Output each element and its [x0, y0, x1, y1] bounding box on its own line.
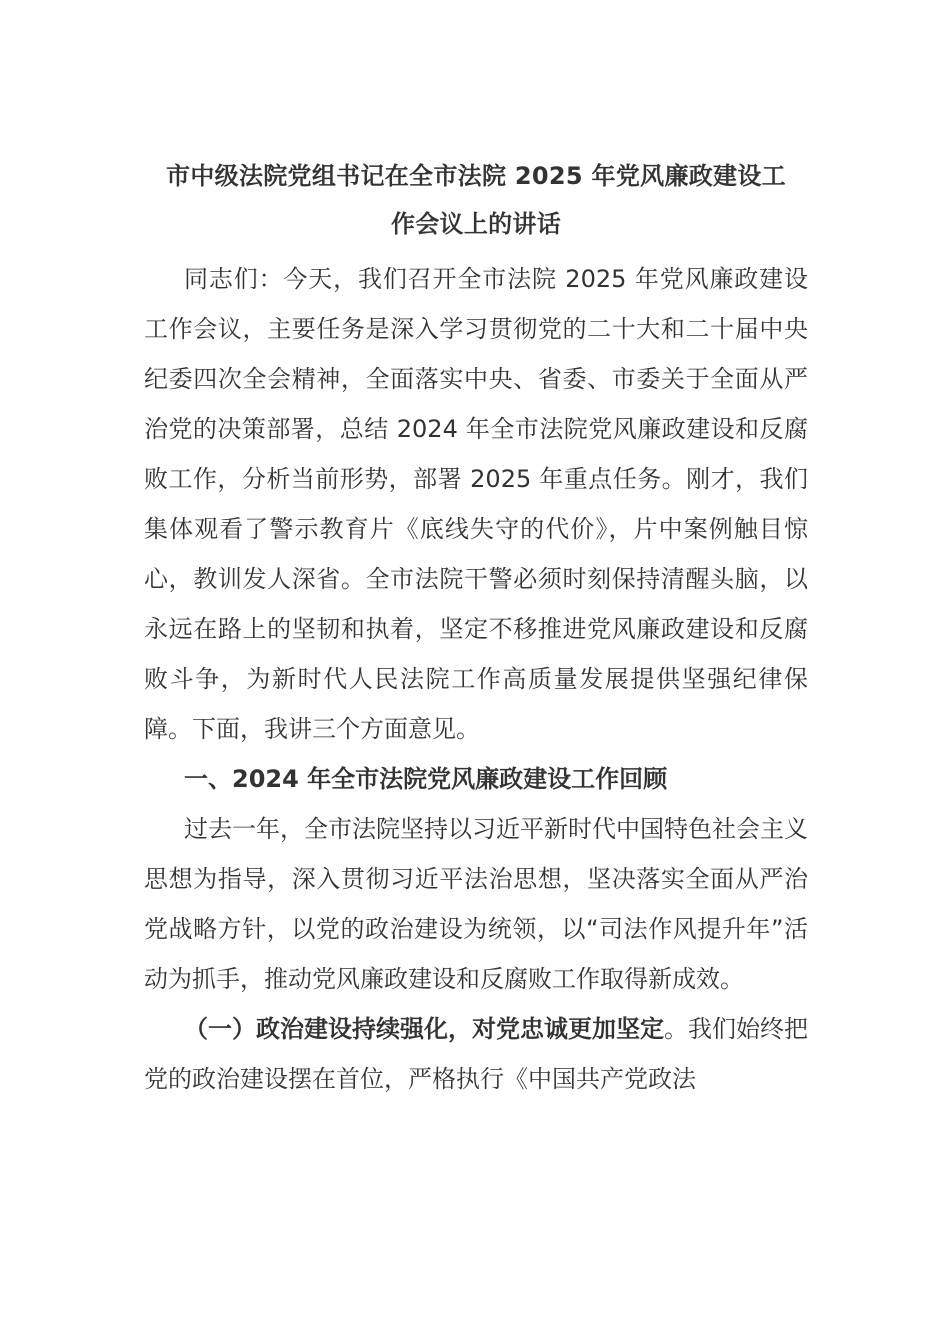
document-body — [144, 152, 808, 1104]
subsection-1-heading: （一）政治建设持续强化，对党忠诚更加坚定 — [184, 1015, 664, 1043]
document-title — [144, 152, 808, 248]
title-line-1: 市中级法院党组书记在全市法院 2025 年党风廉政建设工 — [166, 162, 786, 190]
subsection-1-text: 。我们始终把党的政治建设摆在首位，严格执行《中国共产党政法 — [144, 1015, 808, 1093]
subsection-1-paragraph — [144, 1004, 808, 1104]
section-heading-1: 一、2024 年全市法院党风廉政建设工作回顾 — [184, 765, 668, 793]
title-line-2: 作会议上的讲话 — [390, 210, 562, 238]
section-1-intro-paragraph: 过去一年，全市法院坚持以习近平新时代中国特色社会主义思想为指导，深入贯彻习近平法治思想，坚决落实全面从严治党战略方针，以党的政治建设为统领，以“司法作风提升年”活动为抓手，推动党风廉政建设和反腐败工作取得新成效。 — [144, 815, 808, 993]
opening-paragraph: 同志们：今天，我们召开全市法院 2025 年党风廉政建设工作会议，主要任务是深入学习贯彻党的二十大和二十届中央纪委四次全会精神，全面落实中央、省委、市委关于全面从严治党的决策部署，总结 2024 年全市法院党风廉政建设和反腐败工作，分析当前形势，部署 2025 年重点任务。刚才，我们集体观看了警示教育片《底线失守的代价》，片中案例触目惊心，教训发人深省。全市法院干警必须时刻保持清醒头脑，以永远在路上的坚韧和执着，坚定不移推进党风廉政建设和反腐败斗争，为新时代人民法院工作高质量发展提供坚强纪律保障。下面，我讲三个方面意见。 — [144, 265, 808, 743]
